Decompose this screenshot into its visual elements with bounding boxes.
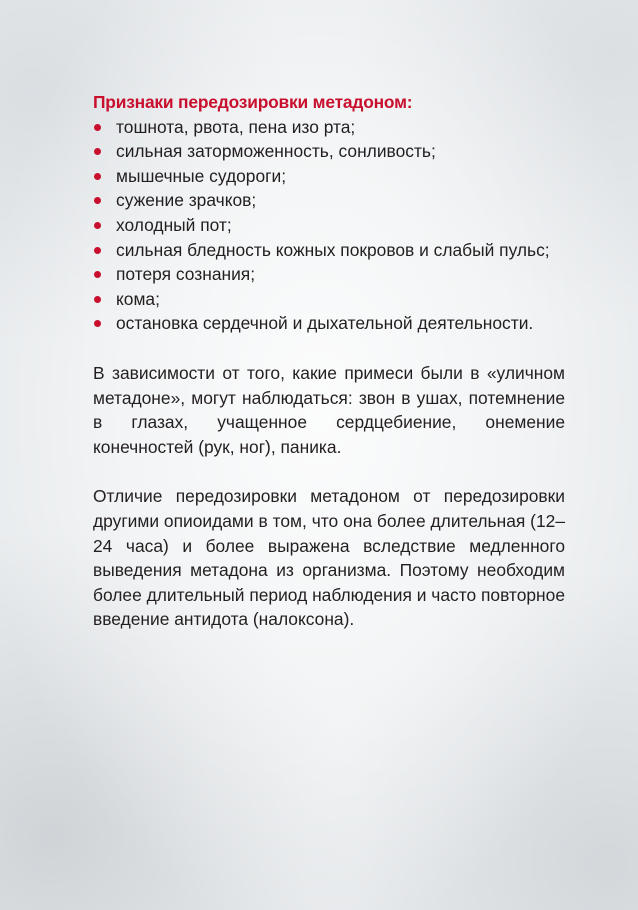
list-item (93, 311, 565, 336)
bullet-icon (94, 124, 101, 131)
bullet-icon (94, 173, 101, 180)
bullet-icon (94, 197, 101, 204)
spacer (93, 336, 565, 361)
section-heading: Признаки передозировки метадоном: (93, 92, 413, 112)
list-item-text: холодный пот; (116, 214, 232, 235)
bullet-icon (94, 222, 101, 229)
symptoms-list (93, 115, 565, 336)
list-item (93, 164, 565, 189)
list-item-text: кома; (116, 288, 160, 309)
list-item (93, 213, 565, 238)
paragraph-difference: Отличие передозировки метадоном от передозировки другими опиоидами в том, что она более длительная (12–24 часа) и более выражена вследствие медленного выведения метадона из организма. Поэтому необходим более длительный период наблюдения и часто повторное введение антидота (налоксона). (93, 486, 565, 630)
list-item-text: сужение зрачков; (116, 190, 257, 211)
list-item-text: сильная заторможенность, сонливость; (116, 141, 436, 162)
list-item-text: мышечные судороги; (116, 165, 287, 186)
list-item (93, 115, 565, 140)
bullet-icon (94, 296, 101, 303)
list-item (93, 262, 565, 287)
list-item-text: сильная бледность кожных покровов и слабый пульс; (116, 239, 550, 260)
list-item-text: тошнота, рвота, пена изо рта; (116, 116, 356, 137)
bullet-icon (94, 148, 101, 155)
paragraph-impurities: В зависимости от того, какие примеси были в «уличном метадоне», могут наблюдаться: звон в ушах, потемнение в глазах, учащенное сердцебиение, онемение конечностей (рук, ног), паника. (93, 362, 565, 457)
bullet-icon (94, 247, 101, 254)
bullet-icon (94, 320, 101, 327)
list-item (93, 287, 565, 312)
bullet-icon (94, 271, 101, 278)
list-item-text: потеря сознания; (116, 264, 256, 285)
page-content (93, 90, 565, 632)
list-item (93, 188, 565, 213)
spacer (93, 459, 565, 484)
list-item-text: остановка сердечной и дыхательной деятельности. (116, 313, 534, 334)
list-item (93, 238, 565, 263)
list-item (93, 139, 565, 164)
